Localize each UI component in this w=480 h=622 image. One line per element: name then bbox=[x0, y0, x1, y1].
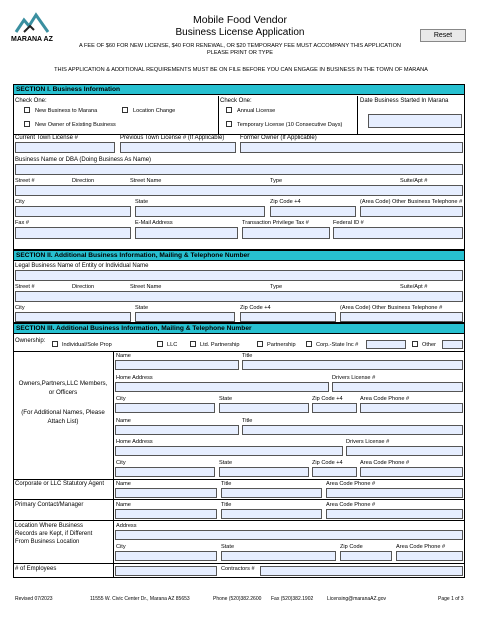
partnership-checkbox[interactable] bbox=[257, 341, 263, 347]
zip-label: Zip Code +4 bbox=[270, 199, 301, 205]
owner2-title-label: Title bbox=[242, 418, 253, 424]
owner1-title-field[interactable] bbox=[242, 360, 463, 370]
divider bbox=[357, 96, 358, 134]
corp-label: Corp.-State Inc # bbox=[316, 342, 359, 348]
statutory-agent-label: Corporate or LLC Statutory Agent bbox=[15, 481, 105, 487]
records-phone-field[interactable] bbox=[396, 551, 463, 561]
partnership-label: Partnership bbox=[267, 342, 296, 348]
state-field[interactable] bbox=[135, 206, 265, 217]
form-subtitle: Business License Application bbox=[175, 27, 305, 38]
federal-id-field[interactable] bbox=[333, 227, 463, 239]
new-owner-label: New Owner of Existing Business bbox=[35, 122, 116, 128]
divider bbox=[218, 96, 219, 134]
street-address-field[interactable] bbox=[15, 185, 463, 196]
owner2-city-field[interactable] bbox=[115, 467, 215, 477]
owners-label-line1: Owners,Partners,LLC Members, bbox=[18, 380, 108, 387]
fee-notice: A FEE OF $60 FOR NEW LICENSE, $40 FOR RENEWAL, OR $20 TEMPORARY FEE MUST ACCOMPANY THIS APPLICATION bbox=[79, 43, 401, 49]
footer-phone: Phone (520)382.2600 bbox=[213, 596, 262, 602]
city-field[interactable] bbox=[15, 206, 131, 217]
footer-fax: Fax (520)382.1902 bbox=[271, 596, 314, 602]
owner1-city-label: City bbox=[116, 396, 126, 402]
street-name-label: Street Name bbox=[130, 178, 162, 184]
state-field-2[interactable] bbox=[135, 312, 235, 322]
new-owner-checkbox[interactable] bbox=[24, 121, 30, 127]
suite-label: Suite/Apt # bbox=[400, 178, 428, 184]
street-number-label: Street # bbox=[15, 178, 35, 184]
direction-label: Direction bbox=[72, 178, 95, 184]
contact-title-label: Title bbox=[221, 502, 232, 508]
divider bbox=[13, 351, 465, 352]
corp-checkbox[interactable] bbox=[306, 341, 312, 347]
contact-phone-field[interactable] bbox=[326, 509, 463, 519]
owner2-state-label: State bbox=[219, 460, 233, 466]
fax-field[interactable] bbox=[15, 227, 131, 239]
other-checkbox[interactable] bbox=[412, 341, 418, 347]
current-license-label: Current Town License # bbox=[15, 135, 78, 141]
individual-checkbox[interactable] bbox=[52, 341, 58, 347]
contact-name-field[interactable] bbox=[115, 509, 217, 519]
owner1-city-field[interactable] bbox=[115, 403, 215, 413]
agent-name-field[interactable] bbox=[115, 488, 217, 498]
business-name-label: Business Name or DBA (Doing Business As Name) bbox=[15, 157, 152, 163]
mountain-logo-icon bbox=[14, 12, 50, 34]
legal-name-field[interactable] bbox=[15, 270, 463, 281]
owner1-address-field[interactable] bbox=[115, 382, 329, 392]
additional-names-line2: Attach List) bbox=[47, 418, 79, 425]
city-label-2: City bbox=[15, 305, 25, 311]
email-field[interactable] bbox=[135, 227, 238, 239]
records-state-field[interactable] bbox=[221, 551, 336, 561]
temporary-license-checkbox[interactable] bbox=[226, 121, 232, 127]
additional-names-line1: (For Additional Names, Please bbox=[21, 409, 105, 416]
file-notice: THIS APPLICATION & ADDITIONAL REQUIREMENTS MUST BE ON FILE BEFORE YOU CAN ENGAGE IN BUSINESS IN THE TOWN OF MARANA bbox=[54, 67, 428, 73]
previous-license-field[interactable] bbox=[120, 142, 236, 153]
other-phone-field[interactable] bbox=[360, 206, 463, 217]
current-license-field[interactable] bbox=[15, 142, 115, 153]
owner2-dl-field[interactable] bbox=[346, 446, 463, 456]
owner1-dl-field[interactable] bbox=[332, 382, 463, 392]
records-zip-field[interactable] bbox=[340, 551, 392, 561]
records-phone-label: Area Code Phone # bbox=[396, 544, 446, 550]
state-label-2: State bbox=[135, 305, 149, 311]
street-number-label-2: Street # bbox=[15, 284, 35, 290]
logo-text: MARANA AZ bbox=[11, 36, 53, 43]
divider bbox=[13, 499, 465, 500]
owner1-zip-field[interactable] bbox=[312, 403, 357, 413]
agent-phone-field[interactable] bbox=[326, 488, 463, 498]
print-notice: PLEASE PRINT OR TYPE bbox=[206, 50, 273, 56]
former-owner-label: Former Owner (If Applicable) bbox=[240, 135, 317, 141]
owner1-zip-label: Zip Code +4 bbox=[312, 396, 343, 402]
owner1-phone-label: Area Code Phone # bbox=[360, 396, 410, 402]
agent-title-field[interactable] bbox=[221, 488, 322, 498]
contact-phone-label: Area Code Phone # bbox=[326, 502, 376, 508]
street-type-label: Type bbox=[270, 178, 283, 184]
owner1-title-label: Title bbox=[242, 353, 253, 359]
footer-email[interactable]: Licensing@maranaAZ.gov bbox=[327, 596, 386, 602]
records-state-label: State bbox=[221, 544, 235, 550]
employees-field[interactable] bbox=[115, 566, 217, 576]
individual-label: Individual/Sole Prop bbox=[62, 342, 112, 348]
suite-label-2: Suite/Apt # bbox=[400, 284, 428, 290]
divider bbox=[13, 520, 465, 521]
zip-field[interactable] bbox=[270, 206, 356, 217]
federal-id-label: Federal ID # bbox=[333, 220, 364, 226]
former-owner-field[interactable] bbox=[240, 142, 463, 153]
owner2-address-field[interactable] bbox=[115, 446, 343, 456]
employees-label: # of Employees bbox=[15, 566, 57, 572]
owner2-name-label: Name bbox=[116, 418, 131, 424]
ltd-partnership-checkbox[interactable] bbox=[190, 341, 196, 347]
owner2-address-label: Home Address bbox=[116, 439, 153, 445]
records-label-line3: From Business Location bbox=[15, 539, 80, 545]
primary-contact-label: Primary Contact/Manager bbox=[15, 502, 84, 508]
contact-name-label: Name bbox=[116, 502, 131, 508]
contractors-field[interactable] bbox=[260, 566, 463, 576]
owner1-state-label: State bbox=[219, 396, 233, 402]
zip-label-2: Zip Code +4 bbox=[240, 305, 271, 311]
records-city-label: City bbox=[116, 544, 126, 550]
agent-name-label: Name bbox=[116, 481, 131, 487]
ownership-label: Ownership: bbox=[15, 338, 46, 344]
reset-button[interactable]: Reset bbox=[420, 29, 466, 42]
owner2-zip-field[interactable] bbox=[312, 467, 357, 477]
other-label: Other bbox=[422, 342, 436, 348]
agent-phone-label: Area Code Phone # bbox=[326, 481, 376, 487]
zip-field-2[interactable] bbox=[240, 312, 336, 322]
llc-checkbox[interactable] bbox=[157, 341, 163, 347]
annual-license-checkbox[interactable] bbox=[226, 107, 232, 113]
new-business-label: New Business to Marana bbox=[35, 108, 98, 114]
ltd-partnership-label: Ltd. Partnership bbox=[200, 342, 240, 348]
section-1-header: SECTION I. Business Information bbox=[13, 84, 465, 95]
other-field[interactable] bbox=[442, 340, 463, 349]
tpt-field[interactable] bbox=[242, 227, 330, 239]
tpt-label: Transaction Privilege Tax # bbox=[242, 220, 309, 226]
owner2-name-field[interactable] bbox=[115, 425, 239, 435]
owners-label-line2: or Officers bbox=[48, 389, 78, 396]
city-label: City bbox=[15, 199, 25, 205]
owner1-dl-label: Drivers License # bbox=[332, 375, 376, 381]
previous-license-label: Previous Town License # (If Applicable) bbox=[120, 135, 225, 141]
fax-label: Fax # bbox=[15, 220, 29, 226]
contractors-label: Contractors # bbox=[221, 566, 255, 572]
location-change-checkbox[interactable] bbox=[122, 107, 128, 113]
legal-name-label: Legal Business Name of Entity or Individual Name bbox=[15, 263, 149, 269]
owner1-phone-field[interactable] bbox=[360, 403, 463, 413]
owner2-state-field[interactable] bbox=[219, 467, 309, 477]
other-phone-field-2[interactable] bbox=[340, 312, 463, 322]
email-label: E-Mail Address bbox=[135, 220, 173, 226]
owner2-city-label: City bbox=[116, 460, 126, 466]
records-zip-label: Zip Code bbox=[340, 544, 363, 550]
footer-page: Page 1 of 3 bbox=[438, 596, 464, 602]
section-2-header: SECTION II. Additional Business Information, Mailing & Telephone Number bbox=[13, 250, 465, 261]
owner2-phone-label: Area Code Phone # bbox=[360, 460, 410, 466]
other-phone-label: (Area Code) Other Business Telephone # bbox=[360, 199, 463, 205]
owner2-phone-field[interactable] bbox=[360, 467, 463, 477]
other-phone-label-2: (Area Code) Other Business Telephone # bbox=[340, 305, 443, 311]
direction-label-2: Direction bbox=[72, 284, 95, 290]
divider bbox=[13, 563, 465, 564]
records-address-label: Address bbox=[116, 523, 137, 529]
state-label: State bbox=[135, 199, 149, 205]
new-business-checkbox[interactable] bbox=[24, 107, 30, 113]
check-one-label-b: Check One: bbox=[220, 98, 252, 104]
owner1-name-label: Name bbox=[116, 353, 131, 359]
corp-state-field[interactable] bbox=[366, 340, 406, 349]
owner1-name-field[interactable] bbox=[115, 360, 239, 370]
business-name-field[interactable] bbox=[15, 164, 463, 175]
owner1-state-field[interactable] bbox=[219, 403, 309, 413]
annual-license-label: Annual License bbox=[237, 108, 276, 114]
llc-label: LLC bbox=[167, 342, 178, 348]
owner2-zip-label: Zip Code +4 bbox=[312, 460, 343, 466]
footer-address: 11555 W. Civic Center Dr., Marana AZ 85653 bbox=[90, 596, 190, 602]
location-change-label: Location Change bbox=[133, 108, 176, 114]
agent-title-label: Title bbox=[221, 481, 232, 487]
city-field-2[interactable] bbox=[15, 312, 131, 322]
owner2-title-field[interactable] bbox=[242, 425, 463, 435]
form-title: Mobile Food Vendor bbox=[193, 14, 287, 26]
date-started-label: Date Business Started In Marana bbox=[360, 98, 449, 104]
section-3-header: SECTION III. Additional Business Information, Mailing & Telephone Number bbox=[13, 323, 465, 334]
footer-revised: Revised 07/2023 bbox=[15, 596, 53, 602]
divider bbox=[13, 479, 465, 480]
street-name-label-2: Street Name bbox=[130, 284, 162, 290]
records-label-line1: Location Where Business bbox=[15, 523, 84, 529]
records-address-field[interactable] bbox=[115, 530, 463, 540]
street-address-field-2[interactable] bbox=[15, 291, 463, 302]
owner2-dl-label: Drivers License # bbox=[346, 439, 390, 445]
check-one-label-a: Check One: bbox=[15, 98, 47, 104]
temporary-license-label: Temporary License (10 Consecutive Days) bbox=[237, 122, 343, 128]
records-city-field[interactable] bbox=[115, 551, 217, 561]
date-started-field[interactable] bbox=[368, 114, 462, 128]
records-label-line2: Records are Kept, if Different bbox=[15, 531, 93, 537]
section-3-frame bbox=[13, 334, 465, 578]
street-type-label-2: Type bbox=[270, 284, 283, 290]
divider bbox=[13, 134, 465, 135]
divider bbox=[113, 351, 114, 578]
owner1-address-label: Home Address bbox=[116, 375, 153, 381]
contact-title-field[interactable] bbox=[221, 509, 322, 519]
